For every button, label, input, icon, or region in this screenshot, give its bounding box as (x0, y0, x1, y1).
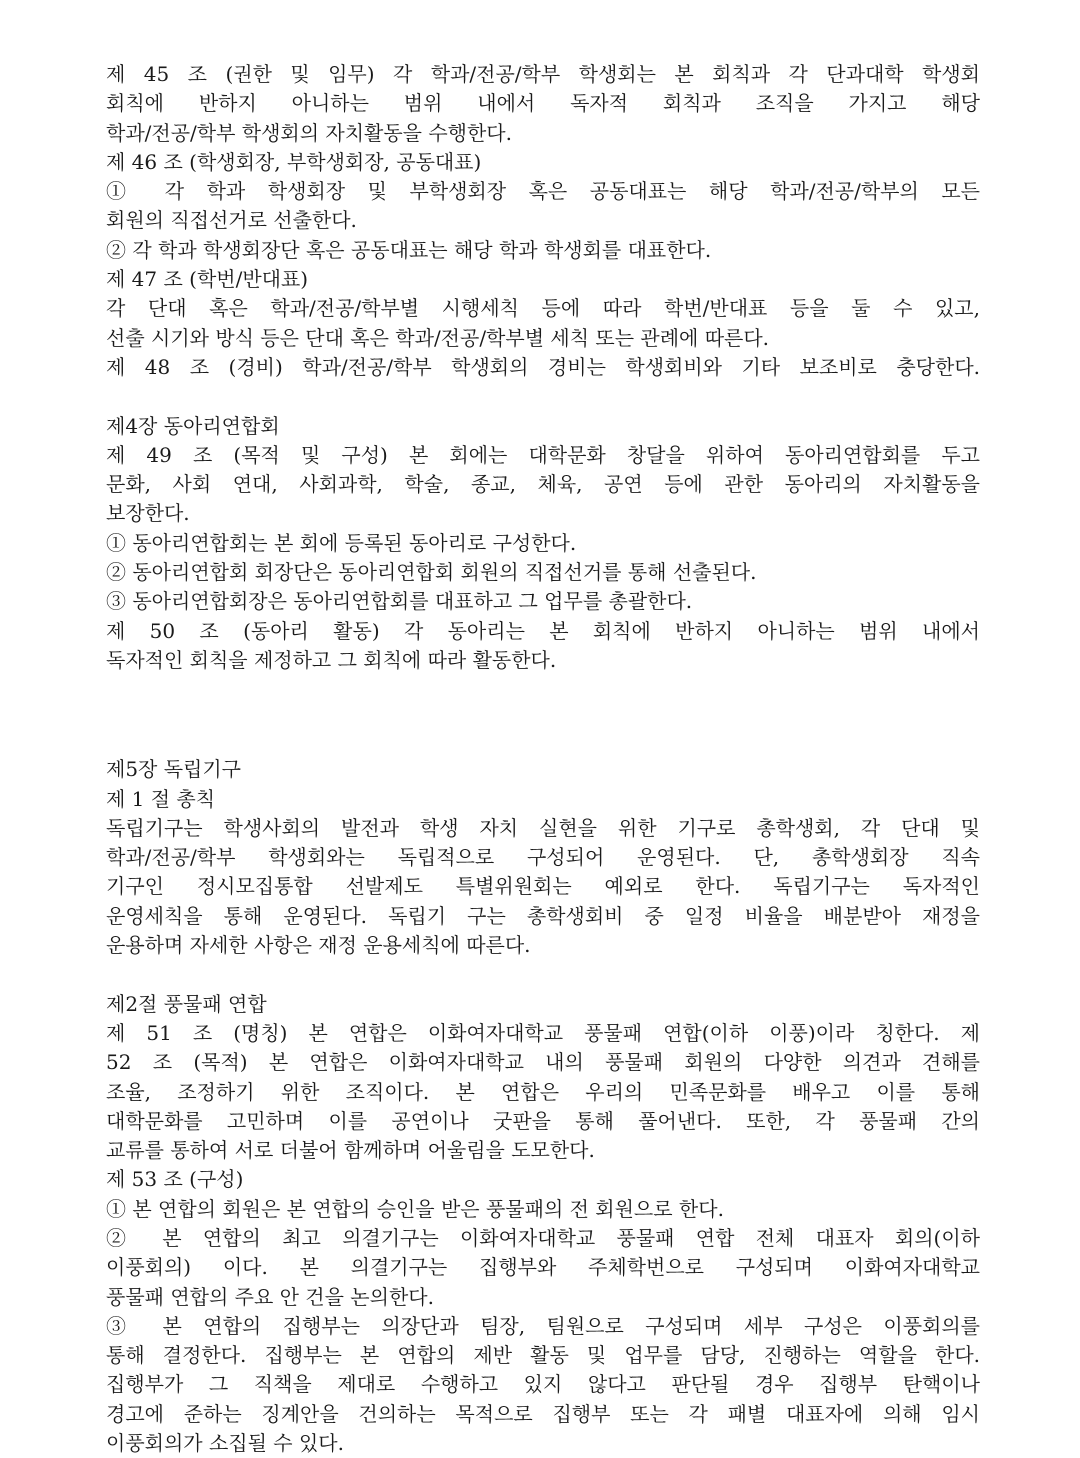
text-line: 교류를 통하여 서로 더불어 함께하며 어울림을 도모한다. (106, 1138, 595, 1163)
text-line: 제 47 조 (학번/반대표) (106, 267, 309, 292)
text-line: 제 51 조 (명칭) 본 연합은 이화여자대학교 풍물패 연합(이하 이풍)이라 칭한다. 제 (106, 1020, 980, 1045)
text-line: 제2절 풍물패 연합 (106, 991, 267, 1016)
text-line: 경고에 준하는 징계안을 건의하는 목적으로 집행부 또는 각 패별 대표자에 의해 임시 (106, 1401, 980, 1426)
text-line: ③ 동아리연합회장은 동아리연합회를 대표하고 그 업무를 총괄한다. (106, 589, 693, 614)
text-line: 제 1 절 총칙 (106, 786, 216, 811)
text-line: 독자적인 회칙을 제정하고 그 회칙에 따라 활동한다. (106, 647, 557, 672)
text-section (106, 755, 980, 960)
text-line: ③ 본 연합의 집행부는 의장단과 팀장, 팀원으로 구성되며 세부 구성은 이풍회의를 (106, 1313, 980, 1338)
text-line: 운영세칙을 통해 운영된다. 독립기 구는 총학생회비 중 일정 비율을 배분받아 재정을 (106, 903, 980, 928)
text-line: 제 50 조 (동아리 활동) 각 동아리는 본 회칙에 반하지 아니하는 범위 내에서 (106, 618, 980, 643)
text-line: 제 45 조 (권한 및 임무) 각 학과/전공/학부 학생회는 본 회칙과 각 단과대학 학생회 (106, 62, 980, 86)
text-line: 제 49 조 (목적 및 구성) 본 회에는 대학문화 창달을 위하여 동아리연합회를 두고 (106, 442, 980, 467)
text-line: 각 단대 혹은 학과/전공/학부별 시행세칙 등에 따라 학번/반대표 등을 둘 수 있고, (106, 296, 980, 321)
text-section (106, 412, 980, 676)
text-line: 제 53 조 (구성) (106, 1167, 244, 1192)
text-line: 제 48 조 (경비) 학과/전공/학부 학생회의 경비는 학생회비와 기타 보조비로 충당한다. (106, 354, 980, 379)
text-line: 독립기구는 학생사회의 발전과 학생 자치 실현을 위한 기구로 총학생회, 각 단대 및 (106, 815, 980, 840)
text-line: 보장한다. (106, 501, 190, 526)
text-line: 52 조 (목적) 본 연합은 이화여자대학교 내의 풍물패 회원의 다양한 의견과 견해를 (106, 1050, 980, 1075)
document-body (106, 60, 980, 1458)
paragraph-spacer (106, 675, 980, 755)
text-line: 학과/전공/학부 학생회와는 독립적으로 구성되어 운영된다. 단, 총학생회장 직속 (106, 845, 980, 870)
text-line: 제 46 조 (학생회장, 부학생회장, 공동대표) (106, 149, 482, 174)
text-line: 제4장 동아리연합회 (106, 413, 280, 438)
text-line: 통해 결정한다. 집행부는 본 연합의 제반 활동 및 업무를 담당, 진행하는 역할을 한다. (106, 1343, 980, 1368)
text-line: 선출 시기와 방식 등은 단대 혹은 학과/전공/학부별 세칙 또는 관례에 따른다. (106, 325, 770, 350)
text-line: 대학문화를 고민하며 이를 공연이나 굿판을 통해 풀어낸다. 또한, 각 풍물패 간의 (106, 1108, 980, 1133)
text-line: ① 본 연합의 회원은 본 연합의 승인을 받은 풍물패의 전 회원으로 한다. (106, 1196, 724, 1221)
paragraph-spacer (106, 960, 980, 989)
text-line: ② 동아리연합회 회장단은 동아리연합회 회원의 직접선거를 통해 선출된다. (106, 560, 757, 585)
text-line: 문화, 사회 연대, 사회과학, 학술, 종교, 체육, 공연 등에 관한 동아리의 자치활동을 (106, 472, 980, 497)
text-section (106, 990, 980, 1458)
text-line: ② 각 학과 학생회장단 혹은 공동대표는 해당 학과 학생회를 대표한다. (106, 237, 712, 262)
text-line: 풍물패 연합의 주요 안 건을 논의한다. (106, 1284, 434, 1309)
text-line: 운용하며 자세한 사항은 재정 운용세칙에 따른다. (106, 933, 531, 958)
text-section (106, 60, 980, 382)
text-line: 집행부가 그 직책을 제대로 수행하고 있지 않다고 판단될 경우 집행부 탄핵이나 (106, 1372, 980, 1397)
text-line: ② 본 연합의 최고 의결기구는 이화여자대학교 풍물패 연합 전체 대표자 회의(이하 (106, 1225, 980, 1250)
text-line: 이풍회의) 이다. 본 의결기구는 집행부와 주체학번으로 구성되며 이화여자대학교 (106, 1255, 980, 1280)
text-line: ① 각 학과 학생회장 및 부학생회장 혹은 공동대표는 해당 학과/전공/학부의 모든 (106, 179, 980, 204)
text-line: 학과/전공/학부 학생회의 자치활동을 수행한다. (106, 120, 512, 145)
paragraph-spacer (106, 382, 980, 411)
text-line: 제5장 독립기구 (106, 757, 242, 782)
text-line: ① 동아리연합회는 본 회에 등록된 동아리로 구성한다. (106, 530, 577, 555)
text-line: 기구인 정시모집통합 선발제도 특별위원회는 예외로 한다. 독립기구는 독자적인 (106, 874, 980, 899)
text-line: 이풍회의가 소집될 수 있다. (106, 1431, 344, 1456)
text-line: 회원의 직접선거로 선출한다. (106, 208, 357, 233)
text-line: 조율, 조정하기 위한 조직이다. 본 연합은 우리의 민족문화를 배우고 이를 통해 (106, 1079, 980, 1104)
text-line: 회칙에 반하지 아니하는 범위 내에서 독자적 회칙과 조직을 가지고 해당 (106, 91, 980, 116)
